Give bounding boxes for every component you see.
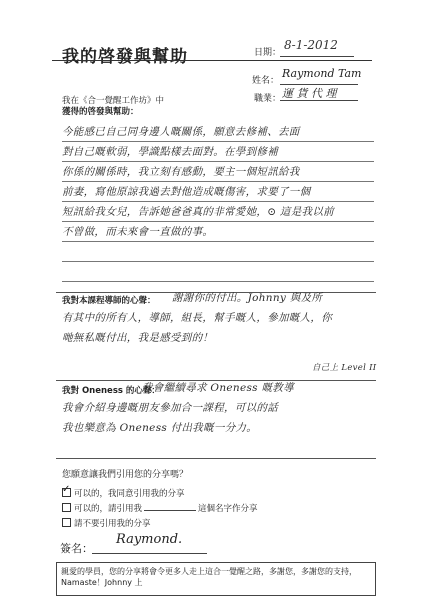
- section1-prompt: [62, 96, 164, 118]
- section3-answer: [62, 378, 374, 438]
- signature-value: Raymond.: [116, 532, 183, 547]
- signature-underline: [92, 553, 207, 554]
- notice-box: [56, 562, 376, 596]
- option-1-label: 可以的，我同意引用我的分享: [74, 489, 185, 499]
- permission-question: 您願意讓我們引用您的分享嗎？: [62, 470, 189, 480]
- notice-line1: 親愛的學員，您的分享將會令更多人走上這合一覺醒之路，多謝您，多謝您的支持，: [61, 567, 357, 576]
- date-underline: [280, 56, 354, 57]
- checkbox-option-3[interactable]: [62, 518, 71, 527]
- checkbox-option-2[interactable]: [62, 503, 71, 512]
- section2-answer-line: 有其中的所有人，導師，組長，幫手嘅人，參加嘅人，你: [62, 312, 332, 324]
- section1-answer-line: 對自己嘅軟弱，學識點樣去面對。在學到修補: [62, 146, 278, 158]
- header-rule: [52, 60, 372, 61]
- section2-answer-line: 哋無私嘅付出，我是感受到的！: [62, 332, 214, 344]
- section3-answer-line: 我會繼續尋求 Oneness 嘅教導: [142, 382, 294, 394]
- signature-label: 簽名：: [60, 542, 93, 555]
- section2-answer: [62, 288, 374, 348]
- job-value: 運 貨 代 理: [282, 87, 337, 100]
- checkbox-option-1[interactable]: [62, 488, 71, 497]
- permission-option-1[interactable]: [62, 487, 185, 499]
- notice-line2: Namaste！Johnny 上: [61, 578, 143, 587]
- form-title: 我的啓發與幫助: [62, 47, 188, 67]
- option-2-label-post: 這個名字作分享: [198, 504, 258, 514]
- section2-prompt: 我對本課程導師的心聲：: [62, 296, 156, 306]
- alias-name-blank[interactable]: [144, 510, 196, 511]
- option-2-label-pre: 可以的，請引用我: [74, 504, 143, 514]
- option-3-label: 請不要引用我的分享: [74, 519, 151, 529]
- section1-answer: [62, 122, 374, 282]
- job-label: 職業：: [254, 94, 282, 104]
- section1-answer-line: 短訊給我女兒，告訴她爸爸真的非常愛她，⊙ 這是我以前: [62, 206, 334, 218]
- section1-answer-line: 不曾做，而未來會一直做的事。: [62, 226, 214, 238]
- name-label: 姓名：: [252, 76, 280, 86]
- section1-prompt-line2: 獲得的啓發與幫助：: [62, 107, 139, 117]
- date-label: 日期：: [254, 48, 282, 58]
- section1-prompt-line1: 我在《合一覺醒工作坊》中: [62, 96, 165, 106]
- section1-answer-line: 前妻，寫他原諒我過去對他造成嘅傷害，求要了一個: [62, 186, 311, 198]
- name-value: Raymond Tam: [282, 67, 362, 80]
- permission-divider: [56, 458, 376, 459]
- section3-answer-line: 我也樂意為 Oneness 付出我嘅一分力。: [62, 422, 258, 434]
- section1-answer-line: 今能感已自己同身邊人嘅關係，願意去修補、去面: [62, 126, 300, 138]
- permission-option-2[interactable]: [62, 502, 258, 514]
- date-value: 8-1-2012: [284, 38, 338, 52]
- section3-answer-line: 我會介紹身邊嘅朋友參加合一課程，可以的話: [62, 402, 278, 414]
- level-two-annotation: 自己上 Level II: [312, 363, 377, 373]
- permission-option-3[interactable]: [62, 517, 151, 529]
- section1-answer-line: 你係的關係時，我立刻有感動，要主一個短訊給我: [62, 166, 300, 178]
- job-underline: [280, 100, 358, 101]
- section3-prompt: 我對 Oneness 的心聲：: [62, 386, 160, 396]
- section2-answer-line: 謝謝你的付出。Johnny 與及所: [172, 292, 323, 304]
